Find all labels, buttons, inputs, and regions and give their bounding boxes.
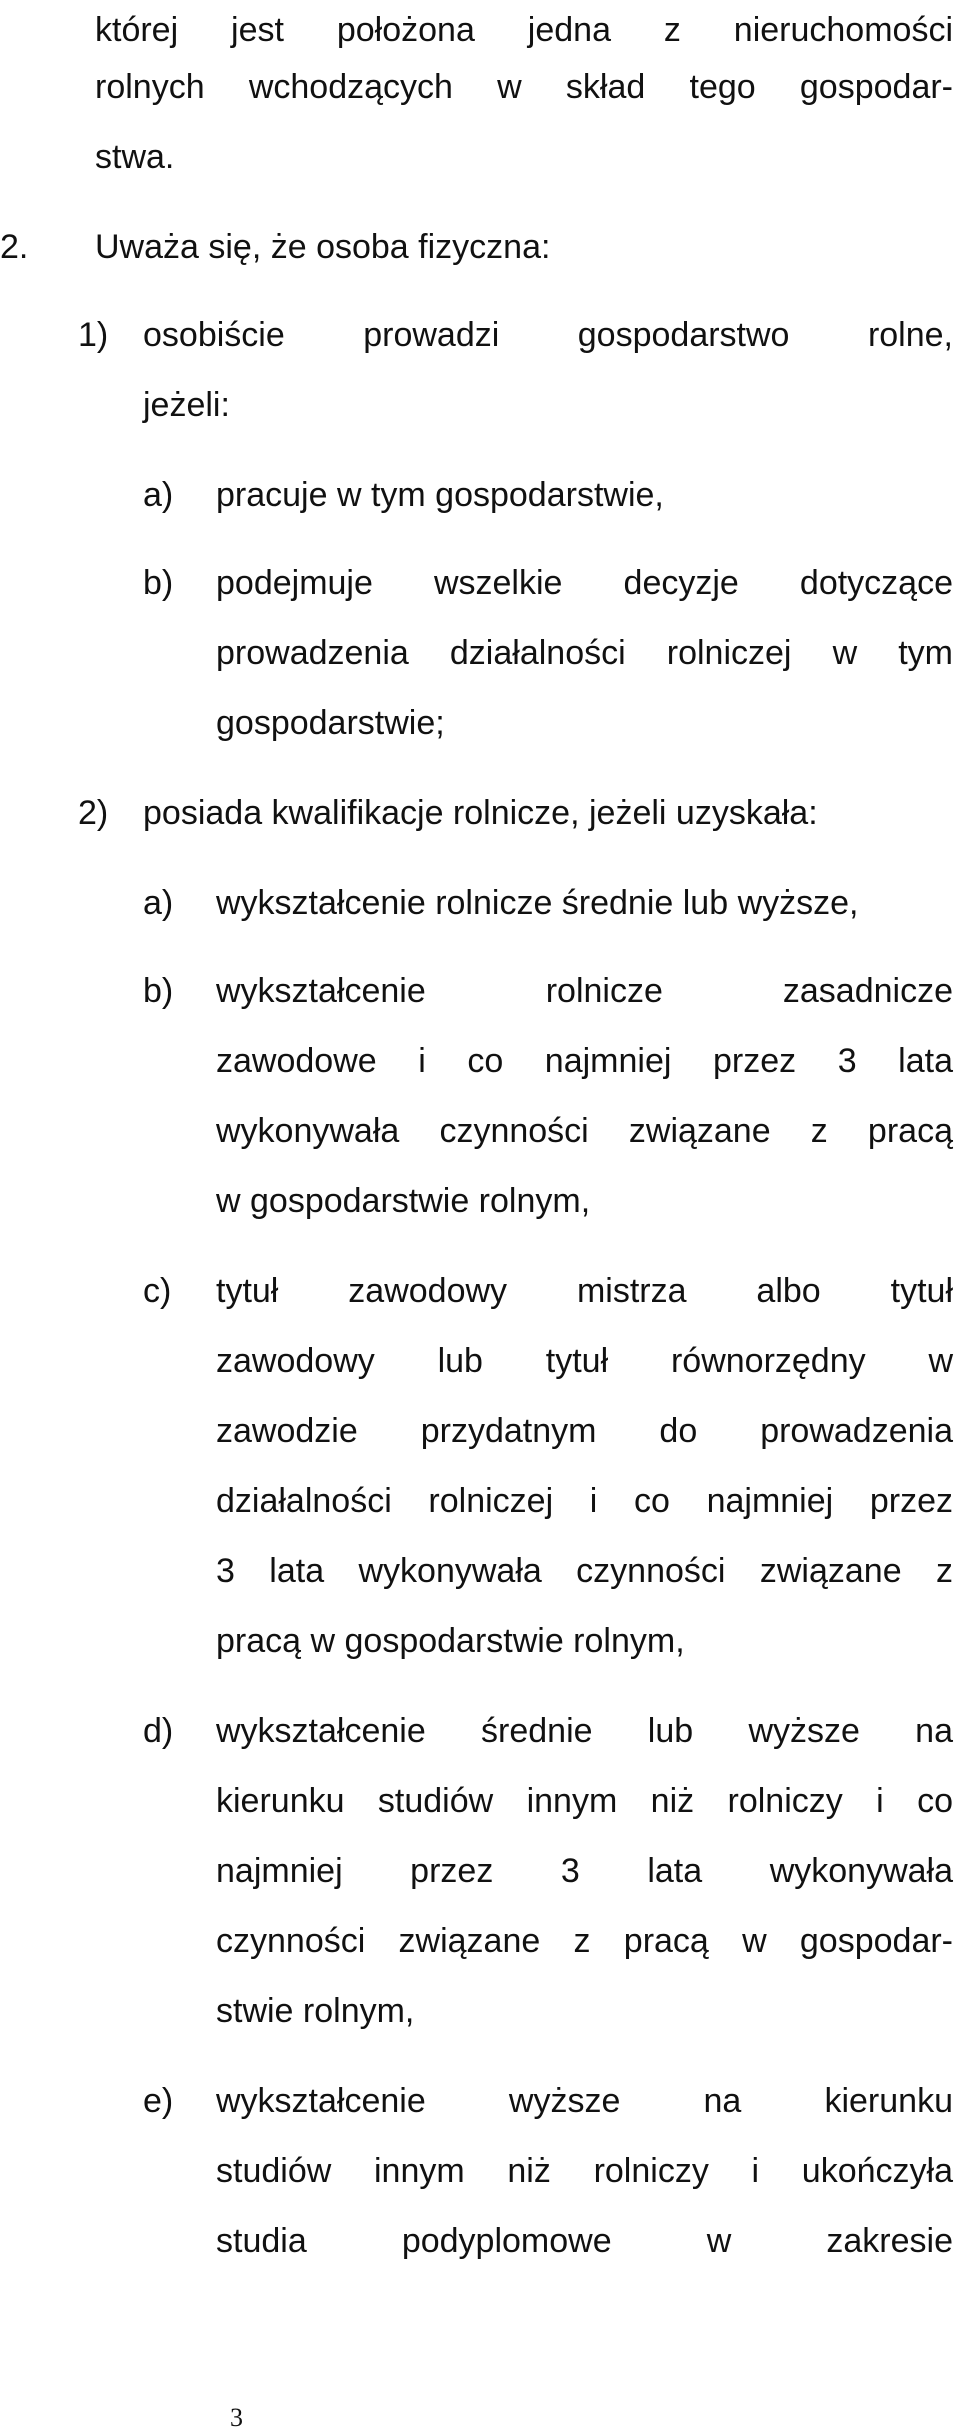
text-line: pracą w gospodarstwie rolnym, <box>216 1622 685 1660</box>
list-letter: a) <box>143 884 174 922</box>
text-line: wykształcenie rolnicze średnie lub wyższe, <box>216 884 859 922</box>
list-letter: b) <box>143 972 174 1010</box>
list-letter: b) <box>143 564 174 602</box>
text-line: wykształcenie rolnicze zasadnicze <box>216 972 953 1010</box>
text-line: czynności związane z pracą w gospodar- <box>216 1922 953 1960</box>
text-line: tytuł zawodowy mistrza albo tytuł <box>216 1272 953 1310</box>
section-heading: Uważa się, że osoba fizyczna: <box>95 228 551 266</box>
text-line: wykonywała czynności związane z pracą <box>216 1112 953 1150</box>
text-line: podejmuje wszelkie decyzje dotyczące <box>216 564 953 602</box>
text-line: zawodowe i co najmniej przez 3 lata <box>216 1042 953 1080</box>
list-letter: d) <box>143 1712 174 1750</box>
text-line: posiada kwalifikacje rolnicze, jeżeli uzyskała: <box>143 794 818 832</box>
text-line: najmniej przez 3 lata wykonywała <box>216 1852 953 1890</box>
text-line: wykształcenie średnie lub wyższe na <box>216 1712 953 1750</box>
text-line: 3 lata wykonywała czynności związane z <box>216 1552 953 1590</box>
text-line: rolnych wchodzących w skład tego gospodar- <box>95 68 953 106</box>
text-line: w gospodarstwie rolnym, <box>216 1182 591 1220</box>
text-line: kierunku studiów innym niż rolniczy i co <box>216 1782 953 1820</box>
text-line: wykształcenie wyższe na kierunku <box>216 2082 953 2120</box>
text-line: gospodarstwie; <box>216 704 445 742</box>
text-line: działalności rolniczej i co najmniej przez <box>216 1482 953 1520</box>
list-letter: c) <box>143 1272 172 1310</box>
list-number: 1) <box>78 316 109 354</box>
text-line: studiów innym niż rolniczy i ukończyła <box>216 2152 953 2190</box>
section-number: 2. <box>0 228 29 266</box>
text-line: zawodowy lub tytuł równorzędny w <box>216 1342 953 1380</box>
text-line: studia podyplomowe w zakresie <box>216 2222 953 2260</box>
text-line: osobiście prowadzi gospodarstwo rolne, <box>143 316 953 354</box>
page-number: 3 <box>230 2403 243 2432</box>
list-number: 2) <box>78 794 109 832</box>
text-line: jeżeli: <box>143 386 230 424</box>
text-line: stwa. <box>95 138 175 176</box>
text-line: której jest położona jedna z nieruchomości <box>95 11 953 49</box>
text-line: stwie rolnym, <box>216 1992 415 2030</box>
text-line: prowadzenia działalności rolniczej w tym <box>216 634 953 672</box>
list-letter: a) <box>143 476 174 514</box>
list-letter: e) <box>143 2082 174 2120</box>
text-line: pracuje w tym gospodarstwie, <box>216 476 664 514</box>
text-line: zawodzie przydatnym do prowadzenia <box>216 1412 953 1450</box>
